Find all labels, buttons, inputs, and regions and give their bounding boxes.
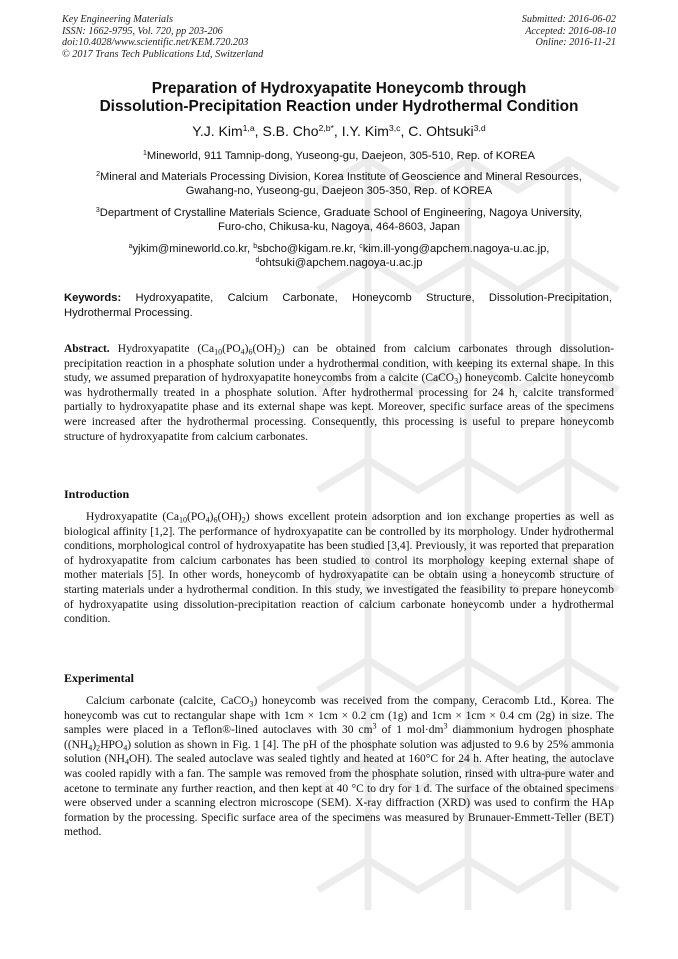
superscript: 3: [443, 721, 448, 731]
separator: ,: [353, 243, 360, 255]
affiliation-text: Department of Crystalline Materials Science, Graduate School of Engineering, Nagoya University,: [99, 207, 583, 219]
subscript: 4: [205, 515, 210, 525]
subscript: 4: [123, 743, 128, 753]
body-text: ): [92, 738, 97, 751]
subscript: 2: [241, 515, 246, 525]
submitted-date: Submitted: 2016-06-02: [521, 14, 616, 25]
body-text: Calcium carbonate (calcite, CaCO: [86, 695, 250, 707]
author-marker: 2,b*: [318, 123, 334, 134]
title-line-1: Preparation of Hydroxyapatite Honeycomb through: [151, 80, 527, 97]
email-line-1: [50, 243, 628, 256]
separator: ,: [247, 243, 254, 255]
separator: ,: [254, 123, 263, 139]
journal-header: [62, 14, 263, 60]
separator: ,: [333, 123, 342, 139]
separator: ,: [546, 243, 550, 255]
email-line-2: [50, 257, 628, 270]
affiliation-number: 2: [96, 171, 100, 179]
affiliation-number: 3: [95, 207, 100, 215]
abstract-text: ) honeycomb. Calcite honeycomb was hydrothermally treated in a phosphate solution. After hydrothermal processing for 24 h, calcite transformed partially to hydroxyapatite phase and its external shape was kept. Moreover, specific surface areas of the specimens were increased after the hydrothermal processing. Consequently, this processing is useful to prepare honeycomb structure of hydroxyapatite from calcium carbonates.: [64, 372, 614, 443]
author-marker: 1,a: [242, 123, 255, 134]
body-text: ) shows excellent protein adsorption and ion exchange properties as well as biological affinity [1,2]. The performance of hydroxyapatite can be controlled by its morphology. Under hydrothermal conditions, morphological control of hydroxyapatite has been studied [3,4]. Previously, it was reported that preparation of hydroxyapatite from calcium carbonates has been studied to control its morphology keeping external shape of mother materials [5]. In other words, honeycomb of hydroxyapatite can be obtain using a honeycomb structure of starting materials under a hydrothermal condition. In this study, we investigated the feasibility to prepare honeycomb of hydroxyapatite using dissolution-precipitation reaction of calcium carbonate honeycomb under a hydrothermal condition.: [64, 511, 615, 626]
subscript: 2: [276, 347, 281, 357]
affiliation-text: Furo-cho, Chikusa-ku, Nagoya, 464-8603, Japan: [218, 221, 460, 234]
email-marker: a: [128, 243, 133, 251]
email-address[interactable]: yjkim@mineworld.co.kr: [132, 243, 247, 255]
affiliation-number: 1: [143, 150, 147, 158]
subscript: 6: [213, 515, 218, 525]
introduction-heading: Introduction: [64, 487, 130, 501]
body-text: of 1 mol·dm: [376, 724, 444, 737]
body-text: diammonium hydrogen phosphate ((NH: [64, 724, 614, 751]
email-marker: d: [255, 257, 260, 265]
subscript: 10: [179, 515, 188, 525]
email-marker: c: [359, 243, 363, 251]
experimental-heading: Experimental: [64, 671, 134, 685]
author-name: C. Ohtsuki: [408, 123, 474, 139]
email-address[interactable]: kim.ill-yong@apchem.nagoya-u.ac.jp: [362, 243, 547, 255]
email-address[interactable]: sbcho@kigam.re.kr: [257, 243, 353, 255]
author-marker: 3,c: [388, 123, 401, 134]
subscript: 4: [240, 347, 245, 357]
body-text: (OH): [217, 511, 242, 523]
doi-line: doi:10.4028/www.scientific.net/KEM.720.203: [62, 37, 249, 49]
online-date: Online: 2016-11-21: [535, 37, 616, 49]
affiliation-3: [50, 206, 628, 234]
issn-line: ISSN: 1662-9795, Vol. 720, pp 203-206: [62, 25, 223, 37]
body-text: OH). The sealed autoclave was sealed tightly and heated at 160°C for 24 h. After heating, the autoclave was cooled rapidly with a fan. The sample was removed from the phosphate solution, rinsed with ultra-pure water and acetone to terminate any further reaction, and then kept at 40 °C to dry for 1 d. The surface of the obtained specimens were observed under a scanning electron microscope (SEM). X-ray diffraction (XRD) was used to confirm the HAp formation by the processing. Specific surface area of the specimens was measured by Brunauer-Emmett-Teller (BET) method.: [64, 753, 615, 839]
keywords-label: Keywords:: [64, 292, 122, 304]
body-text: ) honeycomb was received from the company, Ceracomb Ltd., Korea. The honeycomb was cut to rectangular shape with 1cm × 1cm × 0.2 cm (1g) and 1cm × 1cm × 0.4 cm (2g) in size. The samples were placed in a Teflon®-lined autoclaves with 30 cm: [64, 695, 614, 737]
subscript: 3: [454, 376, 459, 386]
subscript: 2: [96, 743, 101, 753]
abstract-label: Abstract.: [64, 343, 110, 355]
author-list: [40, 122, 638, 140]
abstract-text: (PO: [222, 343, 241, 355]
abstract-section: [64, 342, 614, 444]
body-text: Hydroxyapatite (Ca: [86, 511, 179, 523]
dates-header: [522, 14, 616, 49]
author-name: I.Y. Kim: [341, 123, 389, 139]
abstract-text: Hydroxyapatite (Ca: [117, 343, 215, 355]
abstract-text: ): [244, 343, 249, 355]
author-marker: 3,d: [473, 123, 486, 134]
body-text: ) solution as shown in Fig. 1 [4]. The pH of the phosphate solution was adjusted to 9.6 by 25% ammonia solution (NH: [64, 738, 614, 766]
journal-name: Key Engineering Materials: [62, 14, 173, 25]
keywords-text: Hydroxyapatite, Calcium Carbonate, Honeycomb Structure, Dissolution-Precipitation, Hydrothermal Processing.: [64, 292, 613, 319]
affiliation-text: Mineral and Materials Processing Division, Korea Institute of Geoscience and Mineral Resources,: [99, 171, 582, 183]
subscript: 4: [88, 743, 93, 753]
experimental-paragraph: [64, 694, 614, 840]
subscript: 10: [214, 347, 223, 357]
introduction-paragraph: [64, 510, 614, 627]
affiliation-1: [50, 149, 628, 163]
body-text: (PO: [187, 511, 206, 523]
subscript: 4: [124, 757, 129, 767]
email-address[interactable]: ohtsuki@apchem.nagoya-u.ac.jp: [259, 257, 423, 269]
body-text: HPO: [100, 738, 124, 751]
accepted-date: Accepted: 2016-08-10: [525, 25, 616, 37]
copyright-line: © 2017 Trans Tech Publications Ltd, Switzerland: [62, 48, 264, 60]
subscript: 6: [248, 347, 253, 357]
keywords-section: [64, 291, 612, 320]
subscript: 3: [249, 699, 254, 709]
author-name: Y.J. Kim: [192, 123, 243, 139]
email-marker: b: [253, 243, 258, 251]
superscript: 3: [372, 721, 377, 731]
abstract-text: ) can be obtained from calcium carbonates through dissolution-precipitation reaction in a phosphate solution under a hydrothermal condition, with keeping its external shape. In this study, we assumed preparation of hydroxyapatite honeycombs from a calcite (CaCO: [64, 343, 615, 385]
author-name: S.B. Cho: [262, 123, 319, 139]
abstract-text: (OH): [252, 343, 277, 355]
affiliation-2: [50, 170, 628, 198]
affiliation-text: Mineworld, 911 Tamnip-dong, Yuseong-gu, Daejeon, 305-510, Rep. of KOREA: [146, 150, 535, 162]
title-line-2: Dissolution-Precipitation Reaction under Hydrothermal Condition: [99, 98, 579, 115]
affiliation-text: Gwahang-no, Yuseong-gu, Daejeon 305-350, Rep. of KOREA: [185, 185, 493, 198]
paper-title: [40, 80, 638, 116]
body-text: ): [209, 511, 214, 523]
separator: ,: [400, 123, 409, 139]
